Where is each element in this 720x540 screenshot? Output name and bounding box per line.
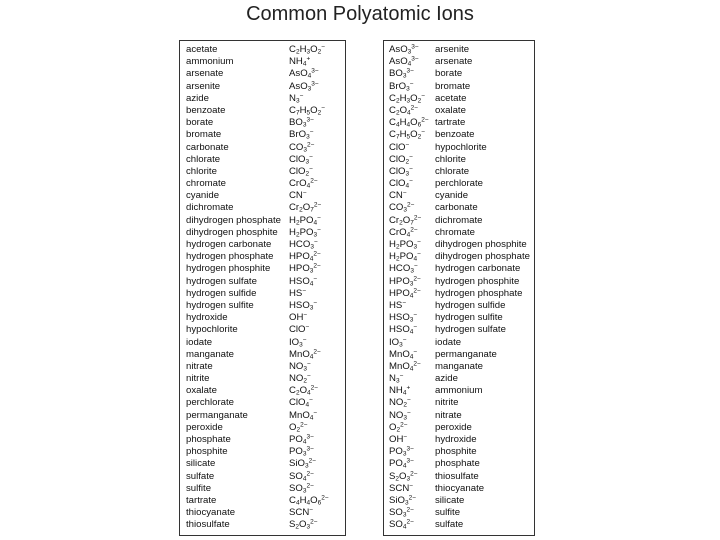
- ion-name: acetate: [186, 44, 218, 55]
- ion-by-formula-row: [384, 215, 534, 227]
- ion-by-formula-row: [384, 68, 534, 80]
- ion-by-name-row: [180, 276, 345, 288]
- ion-formula: ClO−: [289, 323, 310, 336]
- ion-name: oxalate: [435, 104, 466, 116]
- ion-by-formula-row: [384, 458, 534, 470]
- ion-formula: MnO$_4^{2-}$: [289, 348, 321, 361]
- ion-formula: $S_2O_3^{2-}$: [289, 518, 318, 531]
- ion-by-name-row: [180, 239, 345, 251]
- ion-by-formula-row: [384, 397, 534, 409]
- ion-by-formula-row: [384, 483, 534, 495]
- ion-by-name-row: [180, 227, 345, 239]
- ion-formula: CN−: [389, 189, 407, 202]
- ion-formula: $N_3^-$: [289, 92, 304, 105]
- ion-name: hydrogen sulfite: [435, 312, 503, 324]
- ion-formula: $HSO_4^-$: [389, 323, 418, 336]
- ion-formula: ClO$_3$−: [389, 165, 413, 178]
- ion-name: acetate: [435, 92, 467, 104]
- ion-formula: $BO_3^{3-}$: [389, 67, 414, 80]
- ions-by-name-table: [179, 40, 346, 536]
- ion-name: phosphate: [186, 434, 231, 445]
- ion-name: phosphite: [186, 446, 228, 458]
- ion-formula: OH−: [389, 433, 408, 445]
- ion-by-formula-row: [384, 495, 534, 507]
- ion-formula: $SO_3^{2-}$: [389, 506, 414, 519]
- ion-name: tartrate: [435, 117, 466, 129]
- ion-by-formula-row: [384, 56, 534, 68]
- ion-formula: $SO_3^{2-}$: [289, 482, 314, 495]
- ion-name: cyanide: [186, 190, 220, 202]
- ion-by-formula-row: [384, 519, 534, 531]
- ion-by-formula-row: [384, 239, 534, 251]
- ion-by-formula-row: [384, 190, 534, 202]
- ion-name: benzoate: [435, 129, 475, 141]
- ion-name: azide: [435, 373, 458, 385]
- ion-name: nitrite: [186, 373, 210, 385]
- ion-by-formula-row: [384, 507, 534, 519]
- ion-name: nitrate: [435, 409, 462, 421]
- ion-by-formula-row: [384, 202, 534, 214]
- ion-name: oxalate: [186, 385, 217, 397]
- ion-name: hydrogen sulfide: [435, 299, 506, 311]
- ion-by-name-row: [180, 178, 345, 190]
- ion-by-formula-row: [384, 166, 534, 178]
- ion-formula: $HSO_3^-$: [289, 299, 318, 312]
- ion-formula: $C_2O_4^{2-}$: [289, 384, 319, 397]
- ion-by-name-row: [180, 349, 345, 361]
- ion-name: arsenate: [435, 56, 473, 68]
- ion-name: peroxide: [435, 421, 472, 433]
- ion-name: dichromate: [435, 214, 483, 226]
- ion-name: iodate: [435, 336, 462, 348]
- ion-by-name-row: [180, 142, 345, 154]
- ion-formula: CN−: [289, 189, 307, 202]
- ion-by-formula-row: [384, 44, 534, 56]
- ion-formula: ClO$_4$−: [289, 396, 313, 409]
- ion-name: hypochlorite: [186, 324, 238, 336]
- ion-by-name-row: [180, 312, 345, 324]
- ion-name: permanganate: [435, 348, 497, 360]
- ion-by-name-row: [180, 263, 345, 275]
- ion-by-name-row: [180, 446, 345, 458]
- ion-formula: $C_2H_3O_2^-$: [289, 43, 326, 56]
- ion-name: manganate: [435, 360, 484, 372]
- ion-name: manganate: [186, 348, 235, 360]
- ion-name: hydrogen sulfite: [186, 299, 254, 311]
- ion-by-name-row: [180, 56, 345, 68]
- ion-by-name-row: [180, 44, 345, 56]
- ion-name: ammonium: [435, 385, 483, 397]
- ion-formula: $HPO_3^{2-}$: [389, 275, 421, 288]
- ion-name: hydrogen phosphite: [186, 263, 271, 275]
- ion-name: hydrogen phosphite: [435, 275, 520, 287]
- ion-by-formula-row: [384, 129, 534, 141]
- ion-by-name-row: [180, 422, 345, 434]
- ion-name: sulfite: [435, 507, 461, 519]
- ion-by-name-row: [180, 324, 345, 336]
- ion-formula: BrO$_3$−: [289, 128, 314, 141]
- ion-by-formula-row: [384, 81, 534, 93]
- ion-formula: $HPO_3^{2-}$: [289, 262, 321, 275]
- ion-formula: ClO$_2$−: [389, 153, 413, 166]
- ion-by-name-row: [180, 300, 345, 312]
- ion-by-formula-row: [384, 446, 534, 458]
- ion-formula: $HSO_3^-$: [389, 311, 418, 324]
- ion-by-name-row: [180, 385, 345, 397]
- ion-name: carbonate: [435, 202, 478, 214]
- ion-name: dihydrogen phosphite: [186, 226, 278, 238]
- ion-name: silicate: [435, 494, 465, 506]
- ion-name: thiosulfate: [435, 470, 479, 482]
- ion-formula: $NO_3^-$: [389, 409, 411, 422]
- ion-formula: ClO$_4$−: [389, 177, 413, 190]
- ion-formula: $C_2H_3O_2^-$: [389, 92, 426, 105]
- ion-name: chlorate: [186, 153, 221, 165]
- ion-name: hydrogen sulfide: [186, 287, 257, 299]
- ion-by-name-row: [180, 105, 345, 117]
- ion-name: ammonium: [186, 56, 234, 68]
- ion-formula: $CO_3^{2-}$: [289, 141, 315, 153]
- ion-by-name-row: [180, 190, 345, 202]
- ion-name: thiocyanate: [435, 482, 485, 494]
- ion-formula: $IO_3^-$: [289, 336, 307, 348]
- ion-formula: SCN−: [289, 506, 314, 519]
- ion-by-name-row: [180, 215, 345, 227]
- ion-formula: $N_3^-$: [389, 372, 404, 385]
- ion-by-name-row: [180, 373, 345, 385]
- ion-by-formula-row: [384, 276, 534, 288]
- ion-name: tartrate: [186, 494, 217, 506]
- ion-by-name-row: [180, 483, 345, 495]
- ion-name: nitrate: [186, 360, 213, 372]
- ion-name: hydrogen phosphate: [435, 287, 523, 299]
- ion-formula: $O_2^{2-}$: [289, 421, 308, 434]
- ion-by-formula-row: [384, 300, 534, 312]
- ion-by-formula-row: [384, 178, 534, 190]
- ion-name: iodate: [186, 336, 213, 348]
- ion-name: dihydrogen phosphite: [435, 239, 527, 250]
- ion-formula: MnO$_4$−: [389, 348, 418, 361]
- ion-by-name-row: [180, 93, 345, 105]
- ion-formula: MnO$_4$−: [289, 409, 318, 422]
- ion-formula: $IO_3^-$: [389, 336, 407, 348]
- ion-by-name-row: [180, 129, 345, 141]
- ion-name: sulfate: [435, 519, 464, 531]
- ion-name: permanganate: [186, 409, 248, 421]
- ion-name: azide: [186, 92, 209, 104]
- ion-formula: $SO_4^{2-}$: [289, 470, 314, 483]
- ion-name: sulfate: [186, 470, 215, 482]
- ion-name: benzoate: [186, 104, 226, 116]
- ion-by-name-row: [180, 507, 345, 519]
- ions-by-name-rows: [180, 44, 345, 532]
- ion-formula: $H_2PO_4^-$: [289, 214, 321, 227]
- ion-by-formula-row: [384, 93, 534, 105]
- ion-formula: $S_2O_3^{2-}$: [389, 470, 418, 483]
- ion-formula: $BO_3^{3-}$: [289, 116, 314, 129]
- ion-formula: $C_2O_4^{2-}$: [389, 104, 419, 117]
- ion-by-formula-row: [384, 117, 534, 129]
- ion-formula: $NO_2^-$: [289, 372, 311, 385]
- ion-formula: AsO$_3^{3-}$: [289, 80, 319, 93]
- ion-name: bromate: [186, 129, 222, 141]
- ion-name: borate: [186, 117, 214, 129]
- ion-by-formula-row: [384, 361, 534, 373]
- ion-by-formula-row: [384, 410, 534, 422]
- ion-formula: $H_2PO_4^-$: [389, 250, 421, 263]
- ion-by-name-row: [180, 68, 345, 80]
- ion-by-name-row: [180, 434, 345, 446]
- ion-by-name-row: [180, 166, 345, 178]
- ion-name: hydrogen sulfate: [435, 324, 506, 336]
- ion-name: dichromate: [186, 202, 234, 214]
- ion-by-formula-row: [384, 288, 534, 300]
- ion-name: thiosulfate: [186, 519, 230, 531]
- ion-name: dihydrogen phosphate: [435, 251, 530, 263]
- ion-formula: AsO$_4^{3-}$: [289, 67, 319, 80]
- ion-by-name-row: [180, 154, 345, 166]
- ion-name: arsenite: [435, 44, 470, 55]
- ion-name: arsenite: [186, 80, 221, 92]
- ion-name: chlorite: [186, 165, 217, 177]
- ion-by-formula-row: [384, 349, 534, 361]
- ion-formula: ClO$_2$−: [289, 165, 313, 178]
- ion-formula: $PO_4^{3-}$: [389, 457, 414, 470]
- ion-name: perchlorate: [435, 178, 483, 190]
- ions-by-formula-rows: [384, 44, 534, 532]
- ion-by-name-row: [180, 288, 345, 300]
- ion-by-name-row: [180, 251, 345, 263]
- ion-by-name-row: [180, 397, 345, 409]
- ion-name: phosphite: [435, 446, 477, 458]
- ion-name: chlorite: [435, 153, 466, 165]
- ion-by-formula-row: [384, 154, 534, 166]
- ion-name: nitrite: [435, 397, 459, 409]
- ion-formula: $NO_3^-$: [289, 360, 311, 373]
- ion-by-formula-row: [384, 263, 534, 275]
- ion-name: bromate: [435, 80, 471, 92]
- ion-by-formula-row: [384, 385, 534, 397]
- ion-formula: $HCO_3^-$: [289, 238, 318, 251]
- ion-by-formula-row: [384, 373, 534, 385]
- ion-formula: $C_7H_5O_2^-$: [289, 104, 326, 117]
- ion-by-name-row: [180, 337, 345, 349]
- ion-by-name-row: [180, 202, 345, 214]
- ion-formula: OH−: [289, 311, 308, 324]
- ion-name: sulfite: [186, 482, 212, 494]
- ion-by-name-row: [180, 519, 345, 531]
- ion-formula: CrO$_4^{2-}$: [289, 177, 318, 190]
- ion-name: phosphate: [435, 458, 480, 470]
- ion-formula: $HPO_4^{2-}$: [289, 250, 321, 263]
- ion-name: silicate: [186, 458, 216, 470]
- ion-formula: SiO$_3^{2-}$: [289, 457, 317, 470]
- ion-name: borate: [435, 68, 463, 80]
- ion-by-formula-row: [384, 471, 534, 483]
- ion-formula: $C_7H_5O_2^-$: [389, 128, 426, 141]
- ion-name: hydrogen carbonate: [186, 239, 272, 250]
- ion-formula: $NO_2^-$: [389, 396, 411, 409]
- ion-name: hypochlorite: [435, 141, 487, 153]
- ion-by-formula-row: [384, 251, 534, 263]
- ion-formula: $SO_4^{2-}$: [389, 518, 414, 531]
- ion-formula: ClO$_3$−: [289, 153, 313, 166]
- ion-formula: $C_4H_4O_6^{2-}$: [389, 116, 429, 129]
- ion-name: hydrogen phosphate: [186, 251, 274, 263]
- ion-by-formula-row: [384, 227, 534, 239]
- ion-formula: AsO$_4^{3-}$: [389, 55, 419, 68]
- ion-formula: $PO_4^{3-}$: [289, 433, 314, 446]
- ion-name: hydroxide: [186, 312, 228, 324]
- ion-formula: $NH_4^+$: [389, 384, 411, 397]
- ion-name: perchlorate: [186, 397, 234, 409]
- ion-name: hydrogen carbonate: [435, 263, 521, 275]
- ion-name: dihydrogen phosphate: [186, 214, 281, 226]
- ion-name: chromate: [435, 226, 475, 238]
- ion-formula: $Cr_2O_7^{2-}$: [289, 201, 322, 214]
- page-title: Common Polyatomic Ions: [246, 3, 474, 25]
- ion-name: arsenate: [186, 68, 224, 80]
- ion-by-name-row: [180, 410, 345, 422]
- ion-formula: AsO$_3^{3-}$: [389, 43, 419, 56]
- ion-name: carbonate: [186, 141, 229, 153]
- ion-formula: $C_4H_4O_6^{2-}$: [289, 494, 329, 507]
- ion-formula: $PO_3^{3-}$: [289, 445, 314, 458]
- ion-formula: $O_2^{2-}$: [389, 421, 408, 434]
- ion-formula: $HCO_3^-$: [389, 262, 418, 275]
- ion-formula: CrO$_4^{2-}$: [389, 226, 418, 239]
- ion-by-formula-row: [384, 312, 534, 324]
- ion-by-formula-row: [384, 142, 534, 154]
- ion-formula: HS−: [389, 299, 407, 311]
- ion-by-name-row: [180, 361, 345, 373]
- ion-name: hydrogen sulfate: [186, 275, 257, 287]
- ion-by-formula-row: [384, 324, 534, 336]
- ion-by-name-row: [180, 495, 345, 507]
- ion-name: thiocyanate: [186, 507, 236, 519]
- ion-by-formula-row: [384, 337, 534, 349]
- ion-formula: MnO$_4^{2-}$: [389, 360, 421, 373]
- ion-name: chromate: [186, 178, 226, 190]
- ion-formula: SiO$_3^{2-}$: [389, 494, 417, 507]
- ion-by-formula-row: [384, 434, 534, 446]
- ion-by-name-row: [180, 81, 345, 93]
- ion-name: chlorate: [435, 165, 470, 177]
- ion-name: peroxide: [186, 421, 223, 433]
- ion-formula: SCN−: [389, 482, 414, 494]
- ion-by-name-row: [180, 117, 345, 129]
- ion-name: cyanide: [435, 190, 469, 202]
- ion-by-name-row: [180, 471, 345, 483]
- ion-formula: BrO$_3$−: [389, 80, 414, 93]
- ion-formula: $H_2PO_3^-$: [289, 226, 321, 239]
- ion-formula: $NH_4^+$: [289, 55, 311, 68]
- ion-name: hydroxide: [435, 434, 477, 445]
- ion-formula: $H_2PO_3^-$: [389, 238, 421, 251]
- ion-by-formula-row: [384, 422, 534, 434]
- ion-formula: $HPO_4^{2-}$: [389, 287, 421, 300]
- ion-by-formula-row: [384, 105, 534, 117]
- ion-formula: $PO_3^{3-}$: [389, 445, 414, 458]
- ion-formula: $Cr_2O_7^{2-}$: [389, 214, 422, 227]
- ion-by-name-row: [180, 458, 345, 470]
- ion-formula: HS−: [289, 287, 307, 299]
- ion-formula: $CO_3^{2-}$: [389, 201, 415, 214]
- ion-formula: $HSO_4^-$: [289, 275, 318, 288]
- ions-by-formula-table: [383, 40, 535, 536]
- ion-formula: ClO−: [389, 141, 410, 153]
